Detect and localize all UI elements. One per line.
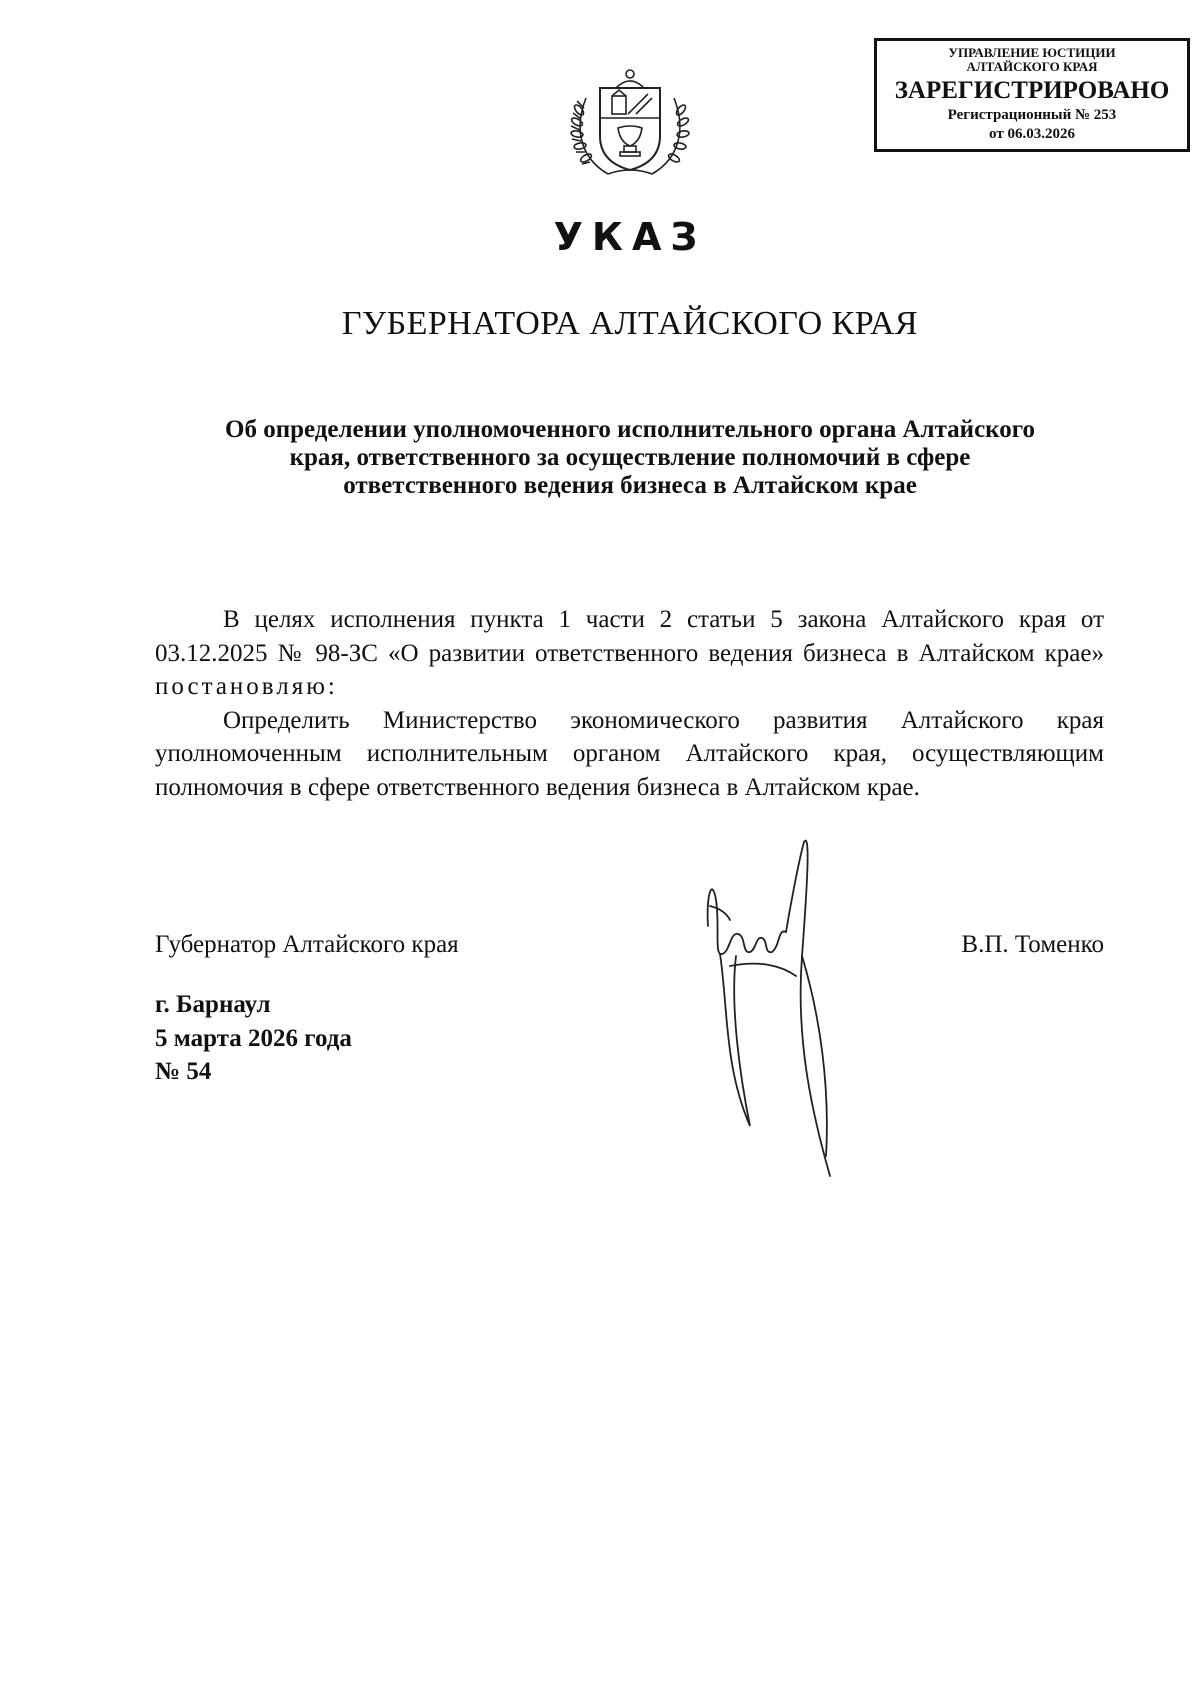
decree-body <box>155 603 1104 804</box>
registration-stamp <box>874 38 1190 152</box>
signer-position: Губернатор Алтайского края <box>155 931 459 958</box>
subject-line-1: Об определении уполномоченного исполнительного органа Алтайского <box>225 416 1035 443</box>
stamp-organization <box>877 46 1187 74</box>
stamp-organization-line1: УПРАВЛЕНИЕ ЮСТИЦИИ <box>948 45 1116 60</box>
stamp-date: от 06.03.2026 <box>989 126 1075 142</box>
handwritten-signature <box>700 836 860 1196</box>
decree-subject <box>150 416 1110 500</box>
issue-number: № 54 <box>155 1058 212 1085</box>
stamp-organization-line2: АЛТАЙСКОГО КРАЯ <box>966 59 1098 74</box>
stamp-registration-number: Регистрационный № 253 <box>947 107 1117 123</box>
document-type-heading: УКАЗ <box>553 215 707 259</box>
body-paragraph-1 <box>155 603 1104 704</box>
subject-line-2: края, ответственного за осуществление полномочий в сфере <box>289 444 971 471</box>
decree-word: постановляю: <box>155 673 338 700</box>
issue-date: 5 марта 2026 года <box>155 1024 352 1052</box>
issuer-heading: ГУБЕРНАТОРА АЛТАЙСКОГО КРАЯ <box>341 305 919 342</box>
body-paragraph-1-text: В целях исполнения пункта 1 части 2 статьи 5 закона Алтайского края от 03.12.2025 № 98-ЗС «О развитии ответственного ведения бизнеса в Алтайском крае» <box>155 606 1104 667</box>
coat-of-arms-icon <box>568 58 692 182</box>
issue-info <box>155 988 352 1089</box>
subject-line-3: ответственного ведения бизнеса в Алтайском крае <box>343 472 917 499</box>
body-paragraph-2: Определить Министерство экономического развития Алтайского края уполномоченным исполнительным органом Алтайского края, осуществляющим полномочия в сфере ответственного ведения бизнеса в Алтайском крае. <box>155 706 1104 801</box>
signer-name: В.П. Томенко <box>961 931 1104 958</box>
stamp-status: ЗАРЕГИСТРИРОВАНО <box>894 77 1170 104</box>
issue-place: г. Барнаул <box>155 991 271 1018</box>
